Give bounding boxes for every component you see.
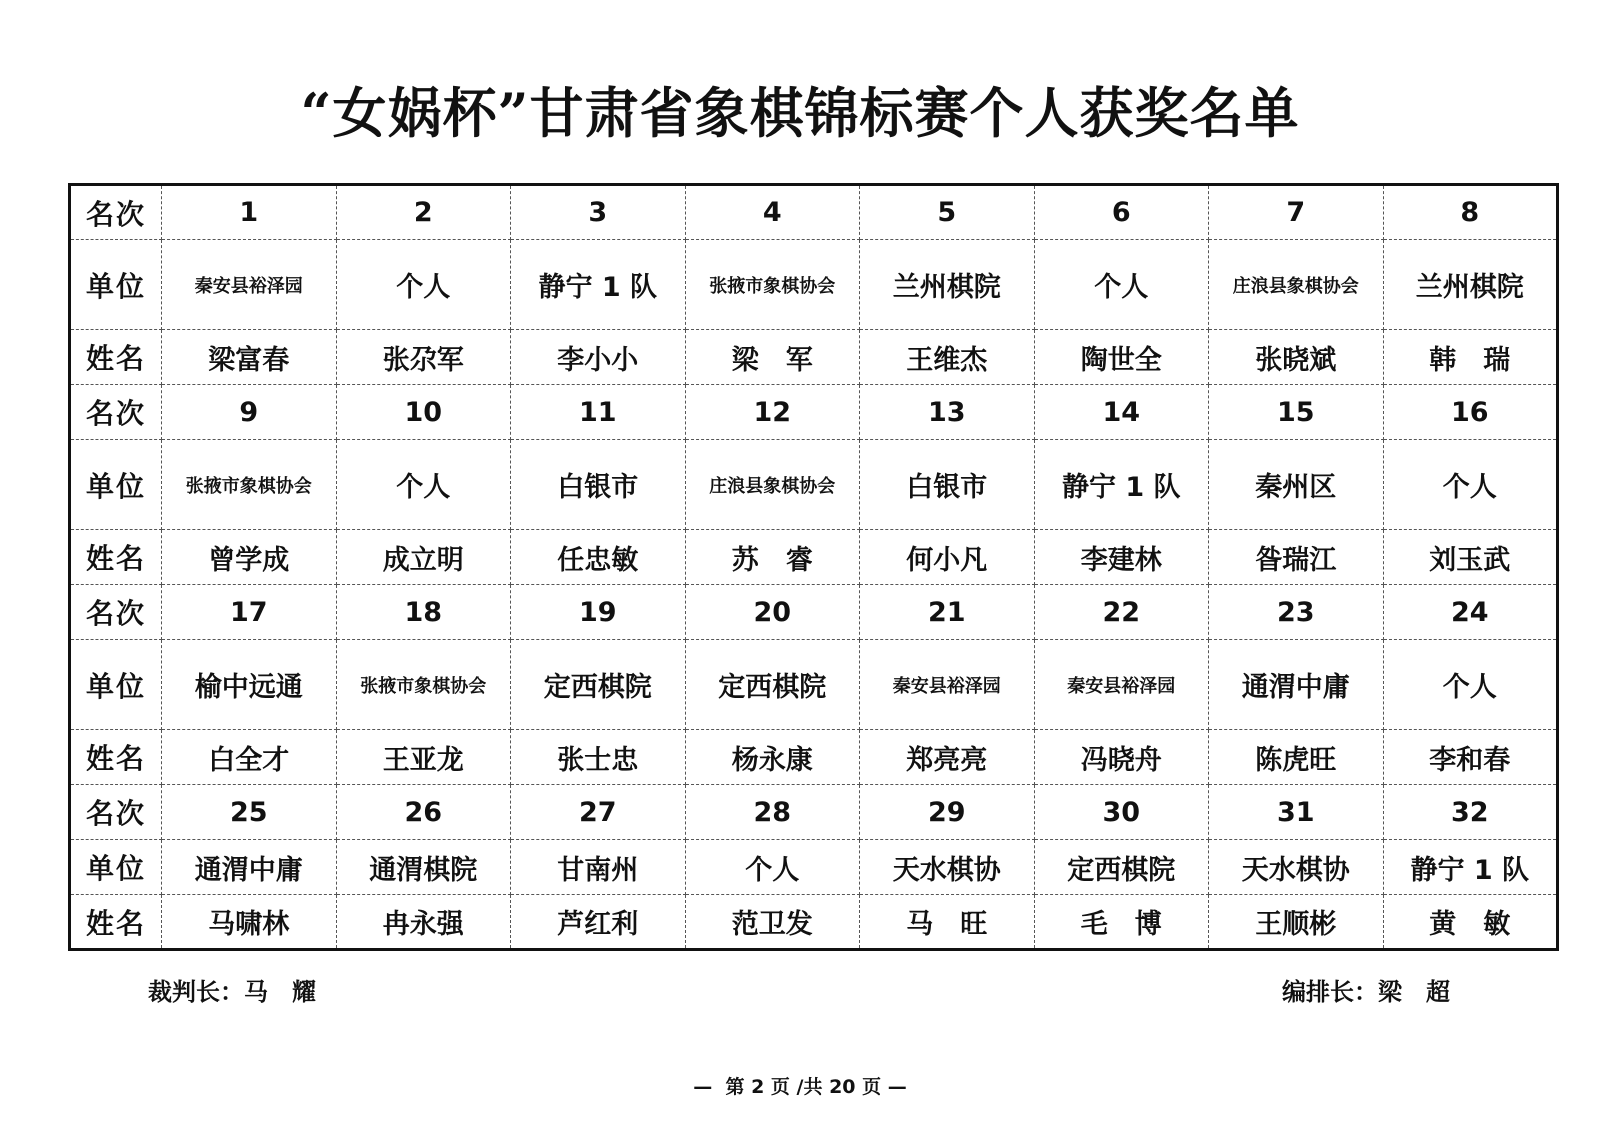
unit-cell: 个人 bbox=[1383, 640, 1558, 730]
name-cell: 芦红利 bbox=[511, 895, 686, 950]
name-cell: 何小凡 bbox=[860, 530, 1035, 585]
rank-cell: 6 bbox=[1034, 185, 1209, 240]
unit-label: 单位 bbox=[70, 840, 162, 895]
rank-cell: 32 bbox=[1383, 785, 1558, 840]
name-cell: 李建林 bbox=[1034, 530, 1209, 585]
name-cell: 陶世全 bbox=[1034, 330, 1209, 385]
rank-row bbox=[70, 185, 1558, 240]
name-cell: 张尕军 bbox=[336, 330, 511, 385]
unit-cell: 庄浪县象棋协会 bbox=[685, 440, 860, 530]
rank-cell: 31 bbox=[1209, 785, 1384, 840]
unit-cell: 个人 bbox=[1034, 240, 1209, 330]
rank-cell: 11 bbox=[511, 385, 686, 440]
unit-row bbox=[70, 640, 1558, 730]
rank-cell: 19 bbox=[511, 585, 686, 640]
award-table bbox=[68, 183, 1559, 951]
page-footer: — 第 2 页 /共 20 页 — bbox=[693, 1076, 907, 1098]
chief-referee: 裁判长：马 耀 bbox=[148, 978, 316, 1006]
rank-cell: 15 bbox=[1209, 385, 1384, 440]
rank-cell: 25 bbox=[162, 785, 337, 840]
unit-cell: 甘南州 bbox=[511, 840, 686, 895]
name-cell: 马 旺 bbox=[860, 895, 1035, 950]
name-cell: 梁富春 bbox=[162, 330, 337, 385]
unit-cell: 秦安县裕泽园 bbox=[162, 240, 337, 330]
unit-label: 单位 bbox=[70, 640, 162, 730]
name-label: 姓名 bbox=[70, 530, 162, 585]
rank-cell: 5 bbox=[860, 185, 1035, 240]
unit-cell: 张掖市象棋协会 bbox=[162, 440, 337, 530]
name-row bbox=[70, 530, 1558, 585]
rank-label: 名次 bbox=[70, 185, 162, 240]
rank-cell: 12 bbox=[685, 385, 860, 440]
rank-cell: 2 bbox=[336, 185, 511, 240]
unit-cell: 兰州棋院 bbox=[860, 240, 1035, 330]
name-cell: 李和春 bbox=[1383, 730, 1558, 785]
rank-cell: 28 bbox=[685, 785, 860, 840]
name-cell: 毛 博 bbox=[1034, 895, 1209, 950]
rank-cell: 27 bbox=[511, 785, 686, 840]
unit-cell: 庄浪县象棋协会 bbox=[1209, 240, 1384, 330]
rank-row bbox=[70, 585, 1558, 640]
unit-cell: 定西棋院 bbox=[511, 640, 686, 730]
unit-cell: 白银市 bbox=[860, 440, 1035, 530]
unit-cell: 通渭棋院 bbox=[336, 840, 511, 895]
rank-cell: 17 bbox=[162, 585, 337, 640]
rank-cell: 26 bbox=[336, 785, 511, 840]
unit-label: 单位 bbox=[70, 440, 162, 530]
rank-cell: 29 bbox=[860, 785, 1035, 840]
rank-label: 名次 bbox=[70, 785, 162, 840]
rank-row bbox=[70, 785, 1558, 840]
name-cell: 王维杰 bbox=[860, 330, 1035, 385]
rank-cell: 8 bbox=[1383, 185, 1558, 240]
rank-cell: 3 bbox=[511, 185, 686, 240]
unit-cell: 白银市 bbox=[511, 440, 686, 530]
unit-cell: 兰州棋院 bbox=[1383, 240, 1558, 330]
name-cell: 王亚龙 bbox=[336, 730, 511, 785]
rank-cell: 7 bbox=[1209, 185, 1384, 240]
rank-cell: 4 bbox=[685, 185, 860, 240]
unit-cell: 秦州区 bbox=[1209, 440, 1384, 530]
name-cell: 李小小 bbox=[511, 330, 686, 385]
unit-cell: 天水棋协 bbox=[1209, 840, 1384, 895]
rank-cell: 20 bbox=[685, 585, 860, 640]
name-cell: 郑亮亮 bbox=[860, 730, 1035, 785]
name-label: 姓名 bbox=[70, 730, 162, 785]
unit-cell: 秦安县裕泽园 bbox=[1034, 640, 1209, 730]
name-cell: 刘玉武 bbox=[1383, 530, 1558, 585]
unit-cell: 静宁 1 队 bbox=[1383, 840, 1558, 895]
name-cell: 张晓斌 bbox=[1209, 330, 1384, 385]
name-cell: 杨永康 bbox=[685, 730, 860, 785]
unit-cell: 通渭中庸 bbox=[162, 840, 337, 895]
unit-row bbox=[70, 840, 1558, 895]
name-row bbox=[70, 330, 1558, 385]
unit-cell: 张掖市象棋协会 bbox=[336, 640, 511, 730]
unit-cell: 个人 bbox=[685, 840, 860, 895]
unit-cell: 静宁 1 队 bbox=[1034, 440, 1209, 530]
rank-cell: 10 bbox=[336, 385, 511, 440]
name-cell: 冉永强 bbox=[336, 895, 511, 950]
name-cell: 陈虎旺 bbox=[1209, 730, 1384, 785]
rank-label: 名次 bbox=[70, 585, 162, 640]
rank-cell: 9 bbox=[162, 385, 337, 440]
unit-cell: 天水棋协 bbox=[860, 840, 1035, 895]
name-cell: 冯晓舟 bbox=[1034, 730, 1209, 785]
unit-cell: 静宁 1 队 bbox=[511, 240, 686, 330]
name-cell: 成立明 bbox=[336, 530, 511, 585]
name-cell: 梁 军 bbox=[685, 330, 860, 385]
name-cell: 韩 瑞 bbox=[1383, 330, 1558, 385]
rank-label: 名次 bbox=[70, 385, 162, 440]
name-cell: 王顺彬 bbox=[1209, 895, 1384, 950]
unit-label: 单位 bbox=[70, 240, 162, 330]
name-label: 姓名 bbox=[70, 895, 162, 950]
unit-cell: 秦安县裕泽园 bbox=[860, 640, 1035, 730]
rank-cell: 24 bbox=[1383, 585, 1558, 640]
rank-cell: 21 bbox=[860, 585, 1035, 640]
rank-cell: 16 bbox=[1383, 385, 1558, 440]
unit-cell: 张掖市象棋协会 bbox=[685, 240, 860, 330]
unit-cell: 定西棋院 bbox=[1034, 840, 1209, 895]
unit-cell: 个人 bbox=[1383, 440, 1558, 530]
name-cell: 黄 敏 bbox=[1383, 895, 1558, 950]
name-cell: 昝瑞江 bbox=[1209, 530, 1384, 585]
name-cell: 马啸林 bbox=[162, 895, 337, 950]
unit-row bbox=[70, 440, 1558, 530]
rank-cell: 23 bbox=[1209, 585, 1384, 640]
unit-cell: 榆中远通 bbox=[162, 640, 337, 730]
unit-cell: 个人 bbox=[336, 440, 511, 530]
name-cell: 白全才 bbox=[162, 730, 337, 785]
document-title: “女娲杯”甘肃省象棋锦标赛个人获奖名单 bbox=[300, 81, 1300, 145]
name-row bbox=[70, 730, 1558, 785]
name-label: 姓名 bbox=[70, 330, 162, 385]
name-cell: 苏 睿 bbox=[685, 530, 860, 585]
unit-cell: 定西棋院 bbox=[685, 640, 860, 730]
chief-arranger: 编排长：梁 超 bbox=[1282, 978, 1450, 1006]
name-cell: 任忠敏 bbox=[511, 530, 686, 585]
unit-cell: 通渭中庸 bbox=[1209, 640, 1384, 730]
rank-cell: 14 bbox=[1034, 385, 1209, 440]
rank-cell: 30 bbox=[1034, 785, 1209, 840]
rank-cell: 18 bbox=[336, 585, 511, 640]
rank-cell: 13 bbox=[860, 385, 1035, 440]
rank-cell: 22 bbox=[1034, 585, 1209, 640]
rank-row bbox=[70, 385, 1558, 440]
name-cell: 张士忠 bbox=[511, 730, 686, 785]
unit-cell: 个人 bbox=[336, 240, 511, 330]
name-row bbox=[70, 895, 1558, 950]
name-cell: 范卫发 bbox=[685, 895, 860, 950]
unit-row bbox=[70, 240, 1558, 330]
rank-cell: 1 bbox=[162, 185, 337, 240]
name-cell: 曾学成 bbox=[162, 530, 337, 585]
